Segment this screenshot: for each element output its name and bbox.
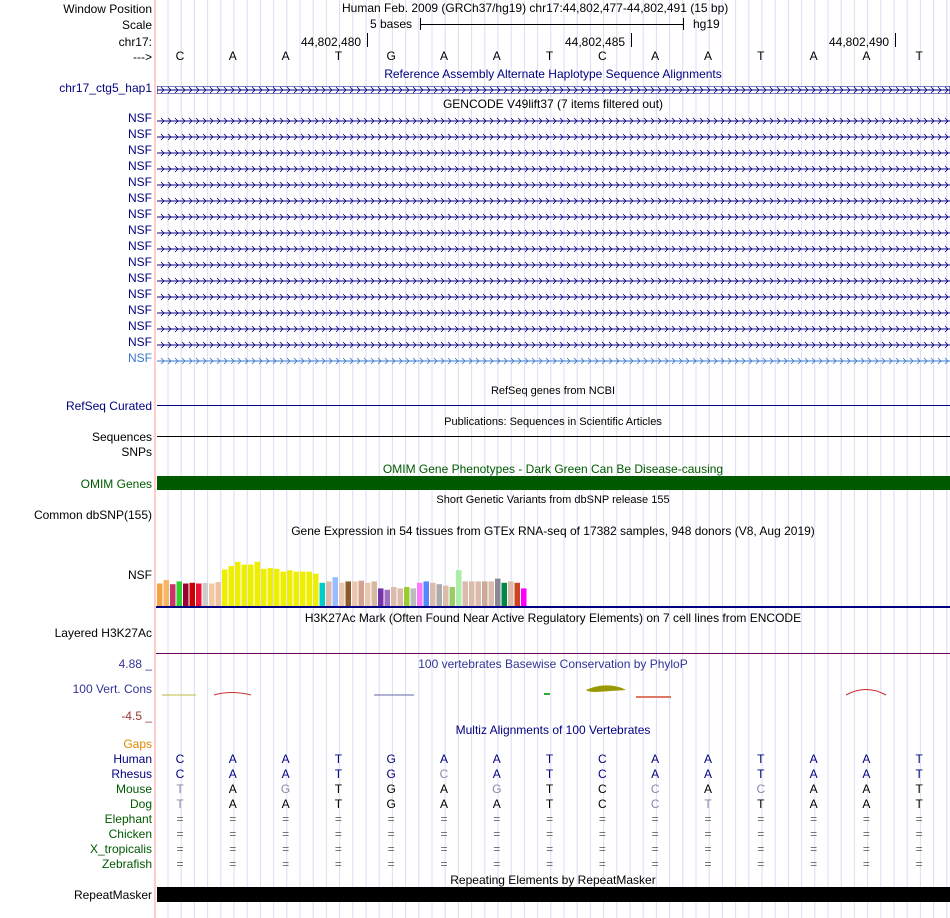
gtex-bar <box>456 570 462 608</box>
ref-base: T <box>545 49 554 63</box>
phylop-min: -4.5 _ <box>121 709 152 723</box>
h3k27-label[interactable]: Layered H3K27Ac <box>54 626 152 640</box>
gtex-bar <box>482 581 488 608</box>
multiz-base: = <box>282 857 290 871</box>
multiz-base: = <box>546 812 554 826</box>
gtex-bar <box>495 579 501 608</box>
gtex-title: Gene Expression in 54 tissues from GTEx RNA-seq of 17382 samples, 948 donors (V8, Aug 2019) <box>291 524 815 538</box>
strand-arrow-label[interactable]: ---> <box>133 50 152 64</box>
scale-label: Scale <box>121 18 152 32</box>
multiz-base: C <box>175 752 185 766</box>
multiz-base: T <box>915 782 923 796</box>
db-text: hg19 <box>693 17 720 31</box>
gtex-bar <box>164 580 170 608</box>
gtex-bar <box>157 584 163 609</box>
multiz-base: = <box>440 842 448 856</box>
multiz-base: T <box>334 782 343 796</box>
refseq-label[interactable]: RefSeq Curated <box>65 399 152 413</box>
multiz-base: A <box>862 752 871 766</box>
multiz-base: = <box>493 812 501 826</box>
gtex-bar <box>268 568 274 608</box>
ref-base: A <box>651 49 660 63</box>
multiz-base: A <box>492 797 501 811</box>
gtex-bar <box>391 587 397 608</box>
gtex-bar-chart[interactable] <box>156 538 546 608</box>
multiz-base: T <box>545 797 554 811</box>
gtex-baseline <box>156 606 950 608</box>
multiz-base: G <box>280 782 291 796</box>
multiz-base: A <box>439 797 448 811</box>
multiz-base: A <box>703 752 712 766</box>
multiz-base: T <box>915 797 923 811</box>
ref-base: T <box>915 49 923 63</box>
multiz-base: = <box>334 812 342 826</box>
multiz-base: = <box>598 827 606 841</box>
gtex-bar <box>424 581 430 608</box>
multiz-base: = <box>598 842 606 856</box>
gencode-item-label[interactable]: NSF <box>128 255 152 269</box>
multiz-base: G <box>386 752 396 766</box>
chrom-label: chr17: <box>118 35 152 49</box>
gtex-bar <box>502 583 508 608</box>
gencode-item-feature[interactable] <box>157 114 950 122</box>
multiz-base: = <box>651 842 659 856</box>
gtex-bar <box>469 581 475 608</box>
gtex-bar <box>242 565 248 608</box>
multiz-base: A <box>651 767 660 781</box>
phylop-label[interactable]: 100 Vert. Cons <box>72 682 152 696</box>
multiz-base: A <box>703 782 712 796</box>
multiz-base: A <box>862 782 871 796</box>
refseq-title: RefSeq genes from NCBI <box>490 385 616 397</box>
multiz-base: T <box>757 767 765 781</box>
gtex-bar <box>209 584 215 609</box>
ref-base: A <box>439 49 448 63</box>
gencode-item-label[interactable]: NSF <box>128 303 152 317</box>
multiz-base: G <box>386 767 396 781</box>
multiz-base: T <box>915 752 923 766</box>
multiz-base: G <box>386 782 396 796</box>
multiz-base: = <box>387 827 395 841</box>
gtex-bar <box>515 583 521 608</box>
multiz-base: = <box>229 827 237 841</box>
multiz-base: = <box>704 827 712 841</box>
gtex-bar <box>430 583 436 608</box>
gencode-item-feature[interactable] <box>157 306 950 314</box>
ref-base: C <box>598 49 607 63</box>
pubs-feature-line[interactable] <box>157 436 950 437</box>
multiz-species-label[interactable]: Mouse <box>115 782 152 796</box>
multiz-base: T <box>915 767 923 781</box>
multiz-base: = <box>229 842 237 856</box>
position-label-2: 44,802,485 <box>565 35 626 49</box>
multiz-species-label[interactable]: Elephant <box>104 812 152 826</box>
multiz-base: A <box>492 767 501 781</box>
phylop-max: 4.88 _ <box>118 657 152 671</box>
multiz-base: A <box>228 767 237 781</box>
gencode-item-label[interactable]: NSF <box>128 319 152 333</box>
reference-sequence <box>0 49 950 63</box>
pubs-label[interactable]: Sequences <box>91 430 152 444</box>
gtex-bar <box>352 581 358 608</box>
gencode-item-feature[interactable] <box>157 162 950 170</box>
multiz-base: A <box>439 782 448 796</box>
multiz-base: = <box>282 827 290 841</box>
multiz-base: A <box>809 767 818 781</box>
multiz-species-label[interactable]: Human <box>113 752 152 766</box>
h3k27-title: H3K27Ac Mark (Often Found Near Active Regulatory Elements) on 7 cell lines from ENCODE <box>304 611 802 625</box>
gtex-bar <box>476 581 482 608</box>
multiz-base: = <box>440 827 448 841</box>
gtex-bar <box>183 584 189 609</box>
gtex-bar <box>463 581 469 608</box>
multiz-base: A <box>228 752 237 766</box>
gencode-item-label[interactable]: NSF <box>128 271 152 285</box>
alt-haplo-feature[interactable] <box>157 83 950 91</box>
multiz-base: = <box>598 857 606 871</box>
multiz-base: = <box>704 812 712 826</box>
gencode-item-feature[interactable] <box>157 178 950 186</box>
phylop-mark-5 <box>586 685 626 692</box>
ref-base: A <box>492 49 501 63</box>
omim-feature[interactable] <box>157 476 950 490</box>
multiz-base: = <box>651 827 659 841</box>
multiz-base: = <box>810 857 818 871</box>
multiz-base: = <box>810 827 818 841</box>
refseq-feature-line[interactable] <box>157 405 950 406</box>
multiz-base: = <box>440 812 448 826</box>
gtex-bar <box>489 581 495 608</box>
multiz-base: = <box>546 842 554 856</box>
phylop-mark-7 <box>846 690 886 696</box>
alt-haplo-title: Reference Assembly Alternate Haplotype Sequence Alignments <box>384 67 722 81</box>
gtex-bar <box>274 569 280 608</box>
gtex-bar <box>307 572 313 608</box>
multiz-base: A <box>281 767 290 781</box>
ref-base: A <box>862 49 871 63</box>
multiz-base: = <box>862 842 870 856</box>
gencode-item-feature[interactable] <box>157 130 950 138</box>
snps-label[interactable]: SNPs <box>121 445 152 459</box>
ref-base: T <box>757 49 765 63</box>
gencode-item-label[interactable]: NSF <box>128 175 152 189</box>
multiz-base: = <box>862 827 870 841</box>
scale-text: 5 bases <box>370 17 413 31</box>
gtex-bar <box>300 572 306 608</box>
position-label-1: 44,802,480 <box>301 35 362 49</box>
gencode-item-label[interactable]: NSF <box>128 351 152 365</box>
gencode-item-label[interactable]: NSF <box>128 159 152 173</box>
phylop-mark-2 <box>214 693 251 696</box>
gencode-item-feature[interactable] <box>157 194 950 202</box>
multiz-base: = <box>757 857 765 871</box>
multiz-base: T <box>334 797 343 811</box>
multiz-base: T <box>545 782 554 796</box>
gencode-item-label[interactable]: NSF <box>128 239 152 253</box>
gencode-item-feature[interactable] <box>157 146 950 154</box>
multiz-base: C <box>756 782 766 796</box>
gencode-item-feature[interactable] <box>157 210 950 218</box>
multiz-base: A <box>809 782 818 796</box>
gtex-bar <box>359 581 365 608</box>
gtex-bar <box>326 581 332 608</box>
multiz-species-label[interactable]: Chicken <box>108 827 152 841</box>
gencode-item-feature[interactable] <box>157 322 950 330</box>
multiz-base: = <box>493 827 501 841</box>
multiz-base: C <box>598 797 607 811</box>
multiz-base: = <box>862 857 870 871</box>
gencode-item-label[interactable]: NSF <box>128 223 152 237</box>
gencode-item-feature[interactable] <box>157 226 950 234</box>
multiz-base: T <box>545 767 554 781</box>
multiz-base: = <box>915 857 923 871</box>
multiz-base: = <box>651 857 659 871</box>
phylop-wiggle[interactable] <box>156 680 950 704</box>
multiz-species-label[interactable]: Rhesus <box>111 767 152 781</box>
multiz-base: A <box>439 752 448 766</box>
multiz-base: = <box>493 842 501 856</box>
multiz-species-label[interactable]: X_tropicalis <box>89 842 152 856</box>
multiz-base: A <box>809 752 818 766</box>
gtex-bar <box>281 572 287 608</box>
multiz-base: C <box>650 782 660 796</box>
assembly-position: Human Feb. 2009 (GRCh37/hg19) chr17:44,802,477-44,802,491 (15 bp) <box>342 1 729 15</box>
dbsnp-title: Short Genetic Variants from dbSNP release 155 <box>436 494 670 506</box>
multiz-base: A <box>281 797 290 811</box>
multiz-base: = <box>546 857 554 871</box>
gtex-bar <box>417 583 423 608</box>
gtex-bar <box>450 587 456 608</box>
gencode-item-feature[interactable] <box>157 338 950 346</box>
gtex-bar <box>443 586 449 608</box>
multiz-base: = <box>334 842 342 856</box>
position-label-3: 44,802,490 <box>829 35 890 49</box>
multiz-base: A <box>862 797 871 811</box>
gencode-item-feature[interactable] <box>157 290 950 298</box>
gencode-item-label[interactable]: NSF <box>128 191 152 205</box>
gencode-item-feature[interactable] <box>157 274 950 282</box>
ref-base: A <box>228 49 237 63</box>
multiz-base: T <box>176 797 184 811</box>
multiz-base: = <box>915 842 923 856</box>
gencode-item-label[interactable]: NSF <box>128 111 152 125</box>
multiz-base: T <box>757 797 765 811</box>
multiz-base: = <box>176 842 184 856</box>
multiz-base: = <box>176 812 184 826</box>
gtex-bar <box>177 581 183 608</box>
gtex-bar <box>216 582 222 608</box>
gtex-bar <box>508 581 514 608</box>
multiz-species-label[interactable]: Dog <box>129 797 152 811</box>
multiz-base: = <box>915 827 923 841</box>
multiz-base: A <box>281 752 290 766</box>
multiz-base: A <box>809 797 818 811</box>
ref-base: A <box>809 49 818 63</box>
multiz-base: = <box>229 812 237 826</box>
multiz-base: = <box>810 812 818 826</box>
position-tick-2 <box>631 33 632 47</box>
gtex-label[interactable]: NSF <box>128 568 152 582</box>
multiz-base: T <box>334 752 343 766</box>
multiz-base: = <box>282 842 290 856</box>
gencode-item-feature[interactable] <box>157 242 950 250</box>
multiz-base: = <box>915 812 923 826</box>
repeat-feature[interactable] <box>157 887 950 902</box>
multiz-base: C <box>175 767 185 781</box>
dbsnp-label[interactable]: Common dbSNP(155) <box>33 508 152 522</box>
omim-label[interactable]: OMIM Genes <box>80 477 152 491</box>
gtex-bar <box>287 570 293 608</box>
gtex-bar <box>255 562 261 608</box>
multiz-base: = <box>387 842 395 856</box>
multiz-base: = <box>546 827 554 841</box>
gencode-title: GENCODE V49lift37 (7 items filtered out) <box>442 97 664 111</box>
multiz-base: T <box>176 782 184 796</box>
multiz-base: = <box>757 827 765 841</box>
multiz-base: C <box>650 797 660 811</box>
h3k27-baseline <box>156 653 950 654</box>
multiz-title: Multiz Alignments of 100 Vertebrates <box>455 723 651 737</box>
multiz-base: = <box>704 842 712 856</box>
gtex-bar <box>437 584 443 608</box>
gencode-item-label[interactable]: NSF <box>128 207 152 221</box>
ref-base: A <box>281 49 290 63</box>
multiz-base: = <box>810 842 818 856</box>
multiz-base: A <box>651 752 660 766</box>
gaps-label[interactable]: Gaps <box>123 737 152 751</box>
position-tick-1 <box>367 33 368 47</box>
multiz-base: T <box>334 767 343 781</box>
multiz-base: = <box>862 812 870 826</box>
multiz-base: = <box>440 857 448 871</box>
gtex-bar <box>248 565 254 608</box>
gtex-bar <box>190 583 196 608</box>
scale-bar <box>420 17 684 31</box>
gtex-bar <box>235 562 241 608</box>
multiz-base: = <box>387 812 395 826</box>
multiz-base: C <box>598 752 607 766</box>
multiz-base: = <box>757 842 765 856</box>
multiz-base: = <box>282 812 290 826</box>
omim-title: OMIM Gene Phenotypes - Dark Green Can Be Disease-causing <box>382 462 724 476</box>
gtex-bar <box>313 574 319 608</box>
multiz-base: A <box>228 797 237 811</box>
multiz-base: T <box>757 752 765 766</box>
gtex-bar <box>404 587 410 608</box>
gtex-bar <box>196 584 202 609</box>
gtex-bar <box>333 577 339 608</box>
gtex-bar <box>170 584 176 608</box>
gtex-bar <box>339 583 345 608</box>
ref-base: A <box>703 49 712 63</box>
gtex-bar <box>372 581 378 608</box>
multiz-base: A <box>228 782 237 796</box>
multiz-base: = <box>704 857 712 871</box>
gtex-bar <box>294 572 300 608</box>
multiz-base: C <box>598 782 607 796</box>
gencode-item-feature[interactable] <box>157 354 950 362</box>
gencode-item-label[interactable]: NSF <box>128 143 152 157</box>
gencode-item-label[interactable]: NSF <box>128 127 152 141</box>
gencode-item-label[interactable]: NSF <box>128 335 152 349</box>
repeat-title: Repeating Elements by RepeatMasker <box>450 873 656 887</box>
multiz-base: G <box>386 797 396 811</box>
multiz-base: = <box>176 827 184 841</box>
multiz-base: A <box>492 752 501 766</box>
multiz-base: T <box>545 752 554 766</box>
multiz-base: = <box>176 857 184 871</box>
alt-haplo-label[interactable]: chr17_ctg5_hap1 <box>59 81 152 95</box>
window-position-label: Window Position <box>63 2 152 16</box>
multiz-base: = <box>757 812 765 826</box>
ref-base: T <box>334 49 343 63</box>
gencode-item-label[interactable]: NSF <box>128 287 152 301</box>
multiz-species-label[interactable]: Zebrafish <box>101 857 152 871</box>
gtex-bar <box>229 566 235 608</box>
repeat-label[interactable]: RepeatMasker <box>73 888 152 902</box>
gtex-bar <box>320 583 326 608</box>
position-tick-3 <box>895 33 896 47</box>
multiz-base: = <box>493 857 501 871</box>
multiz-base: = <box>229 857 237 871</box>
multiz-base: A <box>862 767 871 781</box>
multiz-base: = <box>387 857 395 871</box>
multiz-base: C <box>598 767 607 781</box>
gencode-item-feature[interactable] <box>157 258 950 266</box>
multiz-base: = <box>334 827 342 841</box>
gtex-bar <box>261 569 267 608</box>
phylop-title: 100 vertebrates Basewise Conservation by PhyloP <box>418 657 688 671</box>
ref-base: G <box>386 49 396 63</box>
multiz-base: T <box>704 797 712 811</box>
ref-base: C <box>175 49 185 63</box>
multiz-base: = <box>651 812 659 826</box>
gtex-bar <box>365 583 371 608</box>
multiz-base: G <box>492 782 502 796</box>
gtex-bar <box>346 581 352 608</box>
multiz-base: C <box>439 767 449 781</box>
gtex-bar <box>203 583 209 608</box>
gtex-bar <box>222 570 228 609</box>
multiz-base: = <box>334 857 342 871</box>
multiz-base: A <box>703 767 712 781</box>
multiz-base: = <box>598 812 606 826</box>
pubs-title: Publications: Sequences in Scientific Articles <box>444 416 662 428</box>
